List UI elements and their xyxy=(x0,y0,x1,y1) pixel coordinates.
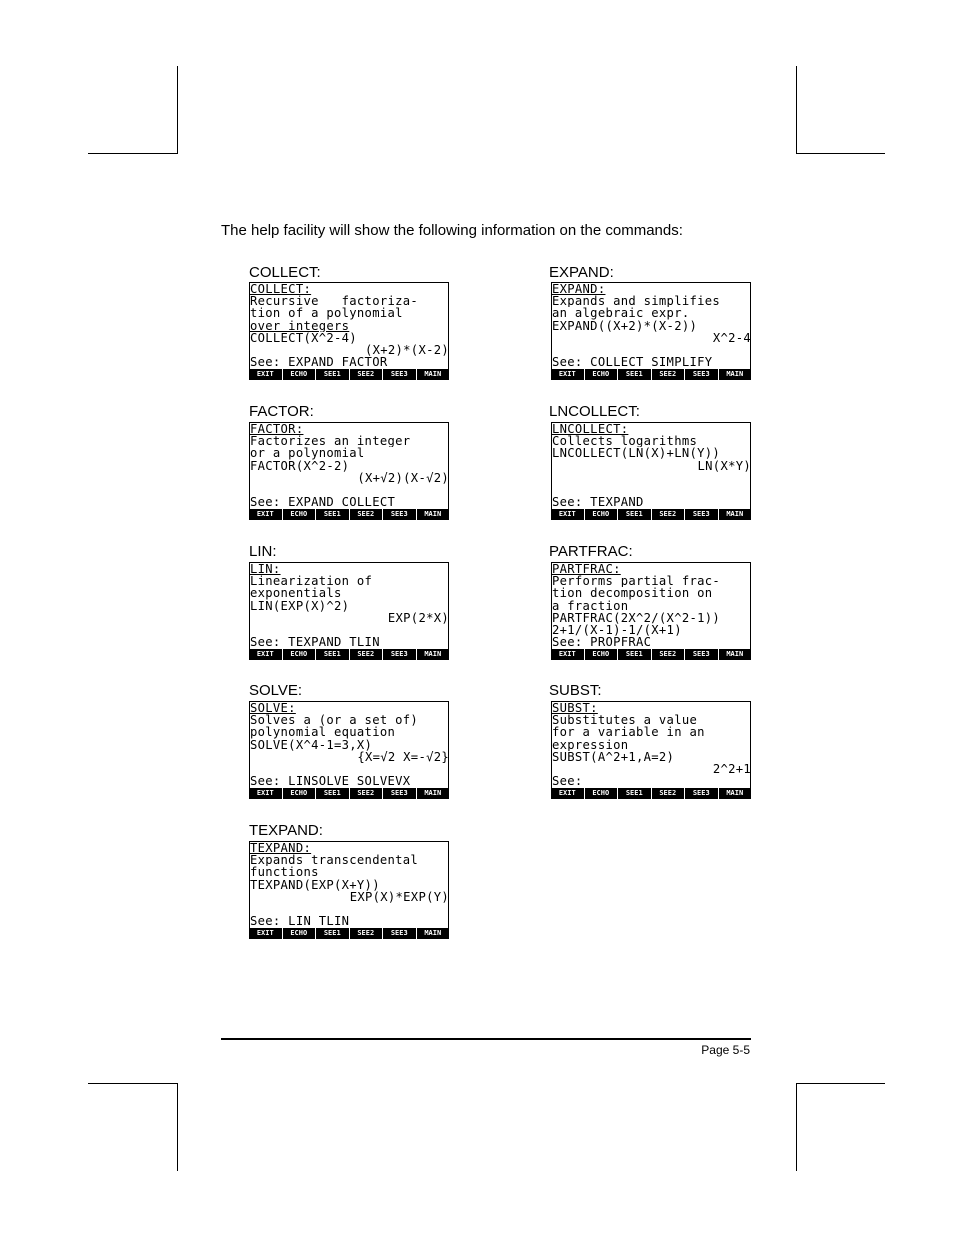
screen-line: Substitutes a value xyxy=(552,714,698,727)
softkey-see2: SEE2 xyxy=(652,788,685,799)
softkey-main: MAIN xyxy=(417,788,450,799)
calculator-screen xyxy=(249,701,449,799)
screen-line: PARTFRAC: xyxy=(552,563,621,576)
softkey-see1: SEE1 xyxy=(618,509,651,520)
screen-line: EXP(2*X) xyxy=(387,611,449,624)
screen-line: tion decomposition on xyxy=(552,587,713,600)
screen-line xyxy=(250,763,449,775)
screen-line: EXP(X)*EXP(Y) xyxy=(349,890,449,903)
screen-line: for a variable in an xyxy=(552,726,705,739)
softkey-see3: SEE3 xyxy=(383,788,416,799)
screen-line: 2+1/(X-1)-1/(X+1) xyxy=(552,623,682,637)
crop-mark xyxy=(797,153,885,154)
softkey-see3: SEE3 xyxy=(383,928,416,939)
screen-line: See: xyxy=(552,775,583,788)
screen-line: See: EXPAND FACTOR xyxy=(250,356,388,369)
screen-line: Expands and simplifies xyxy=(552,295,721,308)
intro-text: The help facility will show the following information on the commands: xyxy=(221,222,683,239)
screen-line: (X+√2)(X-√2) xyxy=(357,471,449,484)
screen-caption: EXPAND: xyxy=(549,264,614,281)
softkey-echo: ECHO xyxy=(585,509,618,520)
screen-line: See: COLLECT SIMPLIFY xyxy=(552,356,713,369)
screen-line: Solves a (or a set of) xyxy=(250,714,419,727)
screen-line: SUBST(A^2+1,A=2) xyxy=(552,750,675,763)
softkey-see3: SEE3 xyxy=(383,369,416,380)
softkey-echo: ECHO xyxy=(283,509,316,520)
crop-mark xyxy=(88,1083,177,1084)
softkey-exit: EXIT xyxy=(551,369,584,380)
crop-mark xyxy=(177,1083,178,1171)
softkey-see3: SEE3 xyxy=(685,788,718,799)
screen-line: LNCOLLECT(LN(X)+LN(Y)) xyxy=(552,447,721,460)
screen-line: a fraction xyxy=(552,599,629,612)
screen-line: SOLVE(X^4-1=3,X) xyxy=(250,738,373,751)
softkey-echo: ECHO xyxy=(283,369,316,380)
softkey-main: MAIN xyxy=(719,509,752,520)
crop-mark xyxy=(796,1083,797,1171)
crop-mark xyxy=(177,66,178,154)
page-number: Page 5-5 xyxy=(701,1043,750,1057)
softkey-menu xyxy=(551,369,751,380)
screen-line: tion of a polynomial xyxy=(250,307,403,320)
softkey-echo: ECHO xyxy=(283,649,316,660)
screen-line: an algebraic expr. xyxy=(552,307,690,320)
screen-line: LN(X*Y) xyxy=(697,459,751,472)
softkey-see2: SEE2 xyxy=(350,788,383,799)
screen-line: 2^2+1 xyxy=(712,762,751,776)
softkey-see1: SEE1 xyxy=(316,649,349,660)
softkey-see1: SEE1 xyxy=(316,369,349,380)
softkey-menu xyxy=(249,509,449,520)
calculator-screen xyxy=(551,562,751,660)
calculator-screen xyxy=(551,282,751,380)
calculator-screen xyxy=(249,422,449,520)
softkey-menu xyxy=(249,788,449,799)
softkey-see2: SEE2 xyxy=(350,649,383,660)
screen-line: See: TEXPAND TLIN xyxy=(250,636,380,649)
screen-line: See: LIN TLIN xyxy=(250,915,350,928)
softkey-see2: SEE2 xyxy=(652,509,685,520)
screen-line: See: EXPAND COLLECT xyxy=(250,496,396,509)
softkey-main: MAIN xyxy=(417,928,450,939)
screen-line: COLLECT: xyxy=(250,283,312,296)
softkey-exit: EXIT xyxy=(249,509,282,520)
softkey-main: MAIN xyxy=(417,369,450,380)
screen-line: expression xyxy=(552,738,629,751)
screen-line: See: TEXPAND xyxy=(552,496,644,509)
softkey-menu xyxy=(551,509,751,520)
softkey-main: MAIN xyxy=(417,509,450,520)
screen-line: Expands transcendental xyxy=(250,854,419,867)
crop-mark xyxy=(88,153,177,154)
softkey-see2: SEE2 xyxy=(652,649,685,660)
softkey-echo: ECHO xyxy=(585,788,618,799)
screen-line: COLLECT(X^2-4) xyxy=(250,331,357,344)
screen-line: FACTOR: xyxy=(250,423,304,436)
calculator-screen xyxy=(551,422,751,520)
screen-line: FACTOR(X^2-2) xyxy=(250,459,350,472)
softkey-see1: SEE1 xyxy=(316,509,349,520)
softkey-see3: SEE3 xyxy=(383,509,416,520)
softkey-see3: SEE3 xyxy=(383,649,416,660)
screen-line xyxy=(250,484,449,496)
screen-caption: SUBST: xyxy=(549,682,602,699)
crop-mark xyxy=(796,66,797,154)
softkey-see3: SEE3 xyxy=(685,649,718,660)
softkey-exit: EXIT xyxy=(249,369,282,380)
softkey-see3: SEE3 xyxy=(685,509,718,520)
screen-line: X^2-4 xyxy=(712,331,751,344)
screen-line: LIN: xyxy=(250,563,281,576)
softkey-see1: SEE1 xyxy=(316,928,349,939)
screen-line xyxy=(552,472,751,484)
screen-line: polynomial equation xyxy=(250,726,396,739)
softkey-echo: ECHO xyxy=(283,928,316,939)
softkey-see2: SEE2 xyxy=(350,509,383,520)
screen-line xyxy=(250,624,449,636)
softkey-exit: EXIT xyxy=(249,788,282,799)
softkey-see1: SEE1 xyxy=(316,788,349,799)
screen-line: See: PROPFRAC xyxy=(552,636,652,649)
screen-caption: LIN: xyxy=(249,543,277,560)
screen-caption: TEXPAND: xyxy=(249,822,323,839)
screen-line: TEXPAND(EXP(X+Y)) xyxy=(250,878,380,891)
screen-line: (X+2)*(X-2) xyxy=(364,343,449,357)
softkey-menu xyxy=(249,369,449,380)
screen-line: SUBST: xyxy=(552,702,598,715)
screen-line: See: LINSOLVE SOLVEVX xyxy=(250,775,411,788)
screen-line: TEXPAND: xyxy=(250,842,312,855)
softkey-echo: ECHO xyxy=(585,369,618,380)
softkey-see2: SEE2 xyxy=(350,369,383,380)
screen-caption: SOLVE: xyxy=(249,682,303,699)
softkey-exit: EXIT xyxy=(551,649,584,660)
screen-line: Recursive factoriza- xyxy=(250,295,419,308)
softkey-menu xyxy=(249,649,449,660)
softkey-see1: SEE1 xyxy=(618,369,651,380)
softkey-exit: EXIT xyxy=(551,509,584,520)
softkey-main: MAIN xyxy=(719,369,752,380)
screen-line: EXPAND((X+2)*(X-2)) xyxy=(552,319,698,332)
screen-line: SOLVE: xyxy=(250,702,296,715)
softkey-exit: EXIT xyxy=(249,649,282,660)
screen-line: Performs partial frac- xyxy=(552,575,721,588)
screen-line: over integers xyxy=(250,319,350,332)
softkey-see1: SEE1 xyxy=(618,788,651,799)
softkey-menu xyxy=(249,928,449,939)
crop-mark xyxy=(797,1083,885,1084)
screen-line: functions xyxy=(250,866,319,879)
softkey-echo: ECHO xyxy=(585,649,618,660)
softkey-exit: EXIT xyxy=(551,788,584,799)
calculator-screen xyxy=(249,841,449,939)
calculator-screen xyxy=(551,701,751,799)
screen-caption: PARTFRAC: xyxy=(549,543,633,560)
screen-line: Linearization of xyxy=(250,575,373,588)
softkey-main: MAIN xyxy=(417,649,450,660)
screen-line xyxy=(552,344,751,356)
screen-line: {X=√2 X=-√2} xyxy=(357,750,449,763)
screen-line xyxy=(250,903,449,915)
softkey-main: MAIN xyxy=(719,788,752,799)
screen-line: LNCOLLECT: xyxy=(552,423,629,436)
softkey-see2: SEE2 xyxy=(350,928,383,939)
screen-line xyxy=(552,484,751,496)
calculator-screen xyxy=(249,562,449,660)
softkey-menu xyxy=(551,649,751,660)
softkey-main: MAIN xyxy=(719,649,752,660)
screen-line: EXPAND: xyxy=(552,283,606,296)
calculator-screen xyxy=(249,282,449,380)
screen-caption: FACTOR: xyxy=(249,403,314,420)
screen-line: Collects logarithms xyxy=(552,435,698,448)
screen-caption: COLLECT: xyxy=(249,264,321,281)
softkey-exit: EXIT xyxy=(249,928,282,939)
footer-rule xyxy=(221,1038,751,1040)
screen-line: LIN(EXP(X)^2) xyxy=(250,599,350,612)
screen-line: Factorizes an integer xyxy=(250,435,411,448)
softkey-menu xyxy=(551,788,751,799)
softkey-echo: ECHO xyxy=(283,788,316,799)
softkey-see2: SEE2 xyxy=(652,369,685,380)
screen-line: PARTFRAC(2X^2/(X^2-1)) xyxy=(552,611,721,624)
softkey-see1: SEE1 xyxy=(618,649,651,660)
softkey-see3: SEE3 xyxy=(685,369,718,380)
screen-line: exponentials xyxy=(250,587,342,600)
screen-caption: LNCOLLECT: xyxy=(549,403,640,420)
screen-line: or a polynomial xyxy=(250,447,365,460)
